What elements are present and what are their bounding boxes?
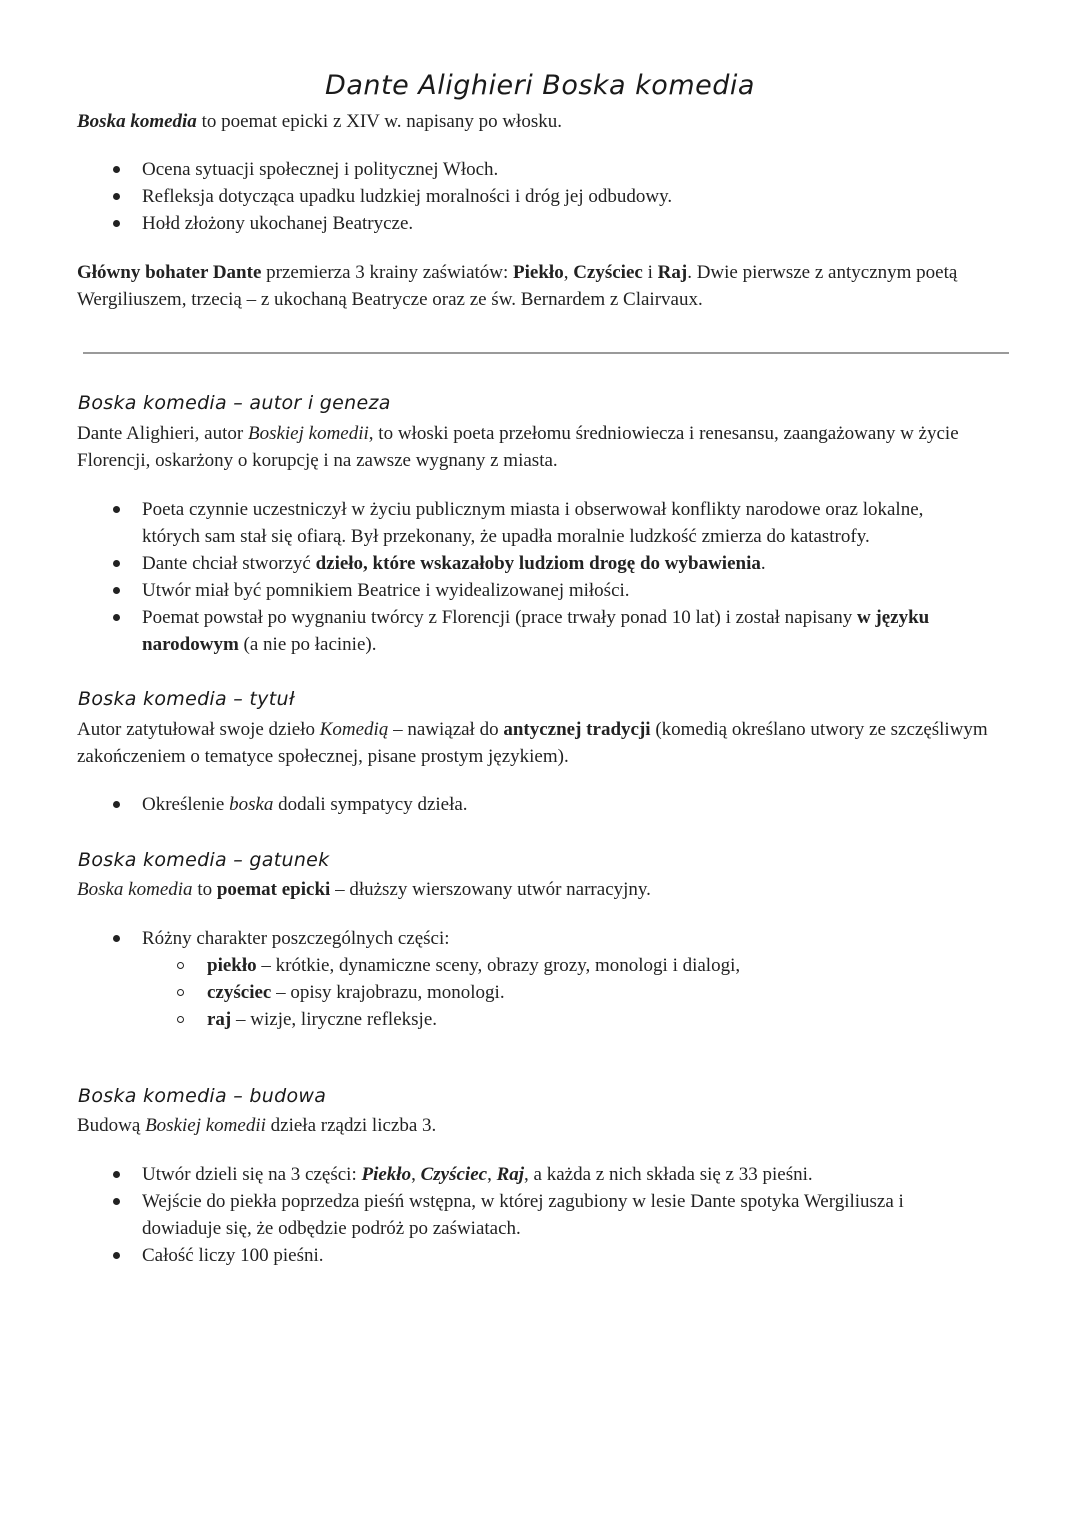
bullet-icon	[113, 220, 120, 227]
list-item: Wejście do piekła poprzedza pieśń wstępna, w której zagubiony w lesie Dante spotyka Wergiliusza i dowiaduje się, że odbędzie podróż po zaświatach.	[77, 1188, 977, 1242]
intro-bullet-list	[77, 156, 977, 237]
budowa-bullet-list	[77, 1161, 977, 1269]
gatunek-bullet-list	[77, 925, 977, 1033]
list-item: Utwór miał być pomnikiem Beatrice i wyidealizowanej miłości.	[77, 577, 977, 604]
bullet-icon	[113, 166, 120, 173]
list-item: Refleksja dotycząca upadku ludzkiej moralności i dróg jej odbudowy.	[77, 183, 977, 210]
budowa-paragraph: Budową Boskiej komedii dzieła rządzi liczba 3.	[77, 1115, 437, 1136]
bullet-icon	[113, 560, 120, 567]
intro-paragraph	[77, 108, 1017, 135]
list-item: Poeta czynnie uczestniczył w życiu publicznym miasta i obserwował konflikty narodowe oraz lokalne, których sam stał się ofiarą. Był przekonany, że upadła moralnie ludzkość zmierza do katastrofy.	[77, 496, 977, 550]
hollow-bullet-icon	[177, 962, 184, 969]
sub-list-item: czyściec – opisy krajobrazu, monologi.	[142, 979, 977, 1006]
list-item: Określenie boska dodali sympatycy dzieła.	[77, 791, 977, 818]
document-title: Dante Alighieri Boska komedia	[325, 70, 755, 101]
list-item: Różny charakter poszczególnych części: piekło – krótkie, dynamiczne sceny, obrazy grozy, monologi i dialogi, czyściec – opisy krajobrazu, monologi. raj – wizje, liryczne refleksje.	[77, 925, 977, 1033]
section-heading-tytul: Boska komedia – tytuł	[78, 688, 295, 710]
list-item: Dante chciał stworzyć dzieło, które wskazałoby ludziom drogę do wybawienia.	[77, 550, 977, 577]
intro-summary-paragraph: Główny bohater Dante przemierza 3 krainy zaświatów: Piekło, Czyściec i Raj. Dwie pierwsze z antycznym poetą Wergiliuszem, trzecią – z ukochaną Beatrycze oraz ze św. Bernardem z Clairvaux.	[77, 262, 958, 310]
section-heading-gatunek: Boska komedia – gatunek	[78, 849, 330, 871]
bullet-icon	[113, 506, 120, 513]
list-item: Całość liczy 100 pieśni.	[77, 1242, 977, 1269]
sub-list-item: piekło – krótkie, dynamiczne sceny, obrazy grozy, monologi i dialogi,	[142, 952, 977, 979]
bullet-icon	[113, 193, 120, 200]
list-item: Poemat powstał po wygnaniu twórcy z Florencji (prace trwały ponad 10 lat) i został napisany w języku narodowym (a nie po łacinie).	[77, 604, 977, 658]
tytul-bullet-list	[77, 791, 977, 818]
sub-list-item: raj – wizje, liryczne refleksje.	[142, 1006, 977, 1033]
bullet-icon	[113, 614, 120, 621]
bullet-icon	[113, 1252, 120, 1259]
hollow-bullet-icon	[177, 1016, 184, 1023]
bullet-icon	[113, 935, 120, 942]
autor-bullet-list	[77, 496, 977, 658]
list-item: Utwór dzieli się na 3 części: Piekło, Czyściec, Raj, a każda z nich składa się z 33 pieśni.	[77, 1161, 977, 1188]
tytul-paragraph: Autor zatytułował swoje dzieło Komedią – nawiązał do antycznej tradycji (komedią określano utwory ze szczęśliwym zakończeniem o tematyce społecznej, pisane prostym językiem).	[77, 719, 988, 767]
bullet-icon	[113, 1171, 120, 1178]
bullet-icon	[113, 587, 120, 594]
section-heading-autor: Boska komedia – autor i geneza	[78, 392, 391, 414]
hollow-bullet-icon	[177, 989, 184, 996]
gatunek-sub-list	[142, 952, 977, 1033]
list-item: Hołd złożony ukochanej Beatrycze.	[77, 210, 977, 237]
autor-paragraph: Dante Alighieri, autor Boskiej komedii, to włoski poeta przełomu średniowiecza i renesansu, zaangażowany w życie Florencji, oskarżony o korupcję i na zawsze wygnany z miasta.	[77, 423, 959, 471]
bullet-icon	[113, 801, 120, 808]
horizontal-divider	[83, 352, 1009, 354]
section-heading-budowa: Boska komedia – budowa	[78, 1085, 327, 1107]
text: to poemat epicki z XIV w. napisany po włosku.	[196, 111, 562, 132]
bullet-icon	[113, 1198, 120, 1205]
list-item: Ocena sytuacji społecznej i politycznej Włoch.	[77, 156, 977, 183]
emphasis: Boska komedia	[77, 111, 197, 132]
gatunek-paragraph: Boska komedia to poemat epicki – dłuższy wierszowany utwór narracyjny.	[77, 879, 651, 900]
